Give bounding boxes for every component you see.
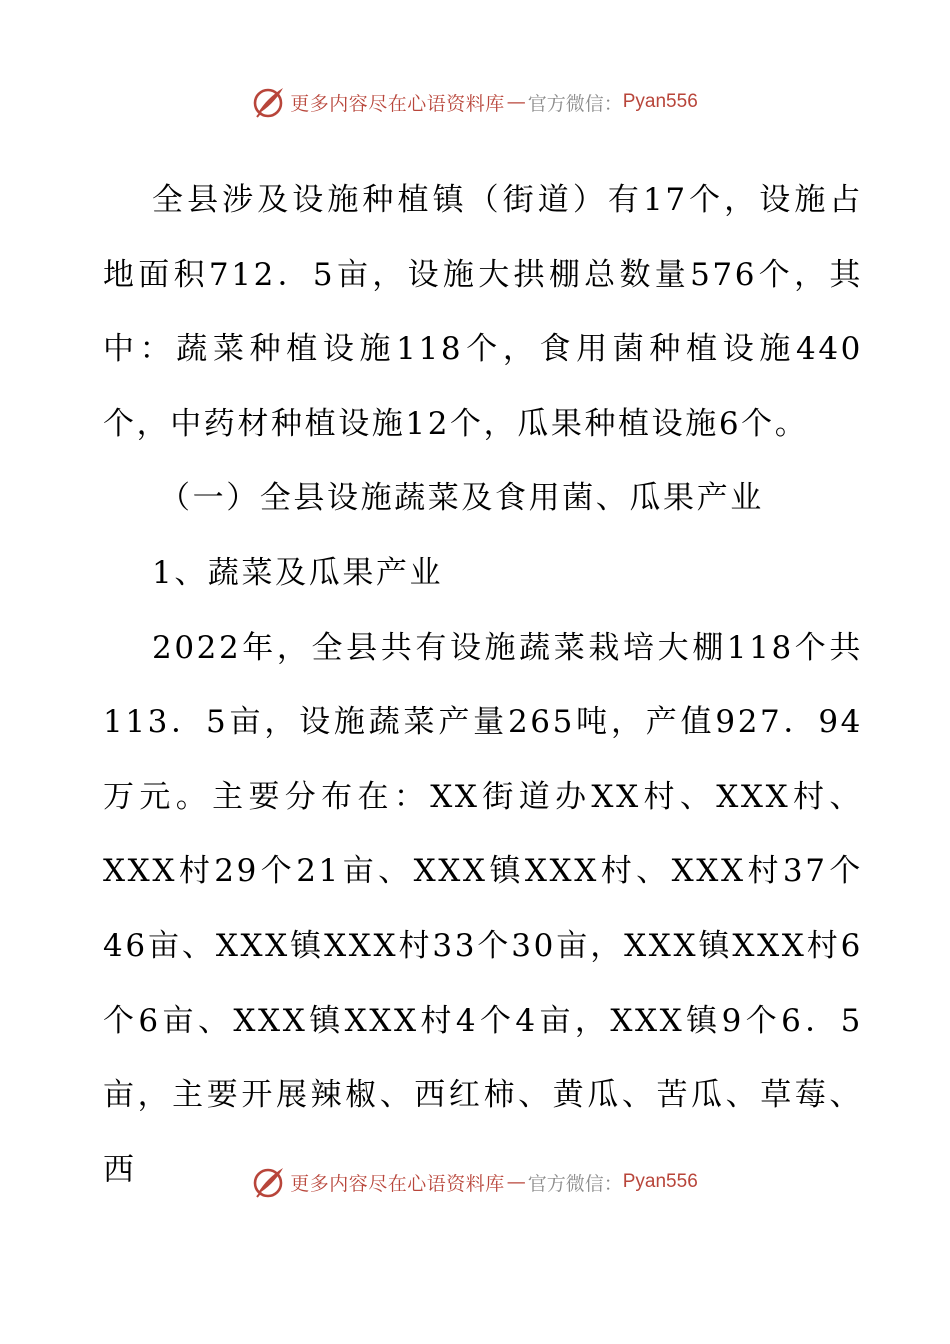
watermark-dash: —	[506, 1171, 526, 1193]
paragraph-overview: 全县涉及设施种植镇（街道）有17个，设施占地面积712．5亩，设施大拱棚总数量576个，其中：蔬菜种植设施118个，食用菌种植设施440个，中药材种植设施12个，瓜果种植设施6个。	[103, 182, 863, 442]
watermark-banner-top	[0, 82, 950, 122]
feather-pen-logo-icon	[252, 1165, 286, 1199]
watermark-wechat-id: Pyan556	[622, 1171, 698, 1192]
watermark-dash: —	[506, 91, 526, 113]
feather-pen-logo-icon	[252, 85, 286, 119]
document-body	[103, 163, 863, 1207]
watermark-wechat-label: 官方微信：	[527, 1172, 623, 1195]
section-heading: （一）全县设施蔬菜及食用菌、瓜果产业	[159, 480, 764, 517]
subsection-heading: 1、蔬菜及瓜果产业	[152, 554, 444, 591]
watermark-text: 更多内容尽在心语资料库	[290, 1172, 505, 1195]
paragraph-vegetables: 2022年，全县共有设施蔬菜栽培大棚118个共113．5亩，设施蔬菜产量265吨，产值927．94万元。主要分布在：XX街道办XX村、XXX村、XXX村29个21亩、XXX镇XXX村、XXX村37个46亩、XXX镇XXX村33个30亩，XXX镇XXX村6个6亩、XXX镇XXX村4个4亩，XXX镇9个6．5亩，主要开展辣椒、西红柿、黄瓜、苦瓜、草莓、西	[103, 629, 863, 1188]
watermark-wechat-label: 官方微信：	[527, 92, 623, 115]
watermark-wechat-id: Pyan556	[622, 91, 698, 112]
watermark-banner-bottom	[0, 1162, 950, 1202]
watermark-text: 更多内容尽在心语资料库	[290, 92, 505, 115]
